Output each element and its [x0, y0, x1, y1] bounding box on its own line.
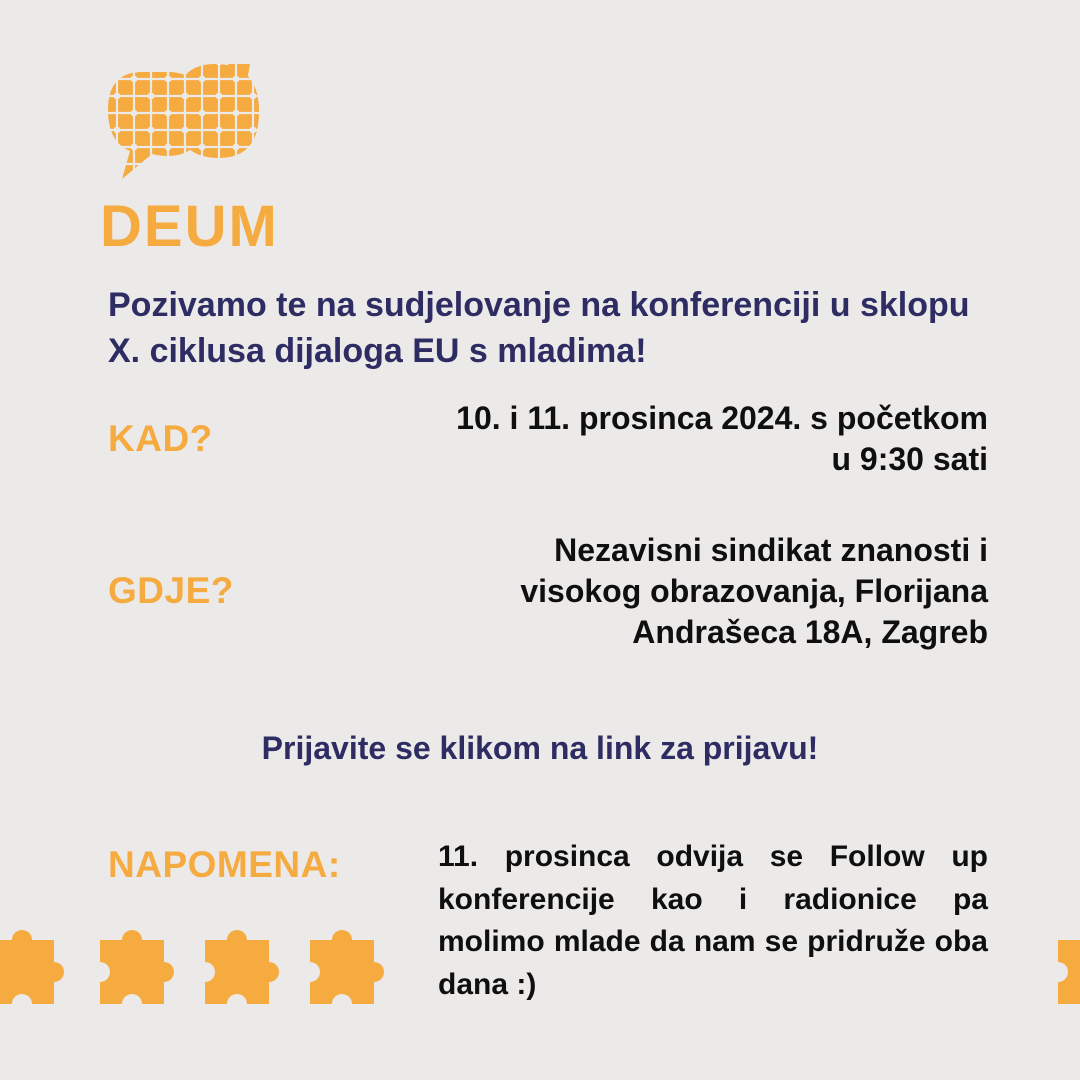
info-value-when: 10. i 11. prosinca 2024. s početkom u 9:30 sati: [456, 400, 988, 477]
info-label-where: GDJE?: [108, 570, 234, 612]
note-text: 11. prosinca odvija se Follow up konferencije kao i radionice pa molimo mlade da nam se pridruže oba dana :): [438, 840, 988, 1001]
page-title: Pozivamo te na sudjelovanje na konferenciji u sklopu X. ciklusa dijaloga EU s mladima!: [108, 286, 970, 371]
puzzle-pieces-row-icon: [0, 915, 420, 1025]
info-label-when: KAD?: [108, 417, 213, 459]
registration-cta[interactable]: Prijavite se klikom na link za prijavu!: [261, 730, 819, 766]
puzzle-speech-bubbles-icon: [100, 62, 290, 192]
info-row-when: [108, 398, 988, 480]
puzzle-piece-icon: [1020, 915, 1080, 1025]
info-value-where: Nezavisni sindikat znanosti i visokog obrazovanja, Florijana Andrašeca 18A, Zagreb: [520, 532, 988, 650]
note-label: NAPOMENA:: [108, 844, 341, 885]
brand-name: DEUM: [100, 194, 279, 259]
brand-logo: [100, 62, 420, 259]
info-row-where: [108, 530, 988, 653]
